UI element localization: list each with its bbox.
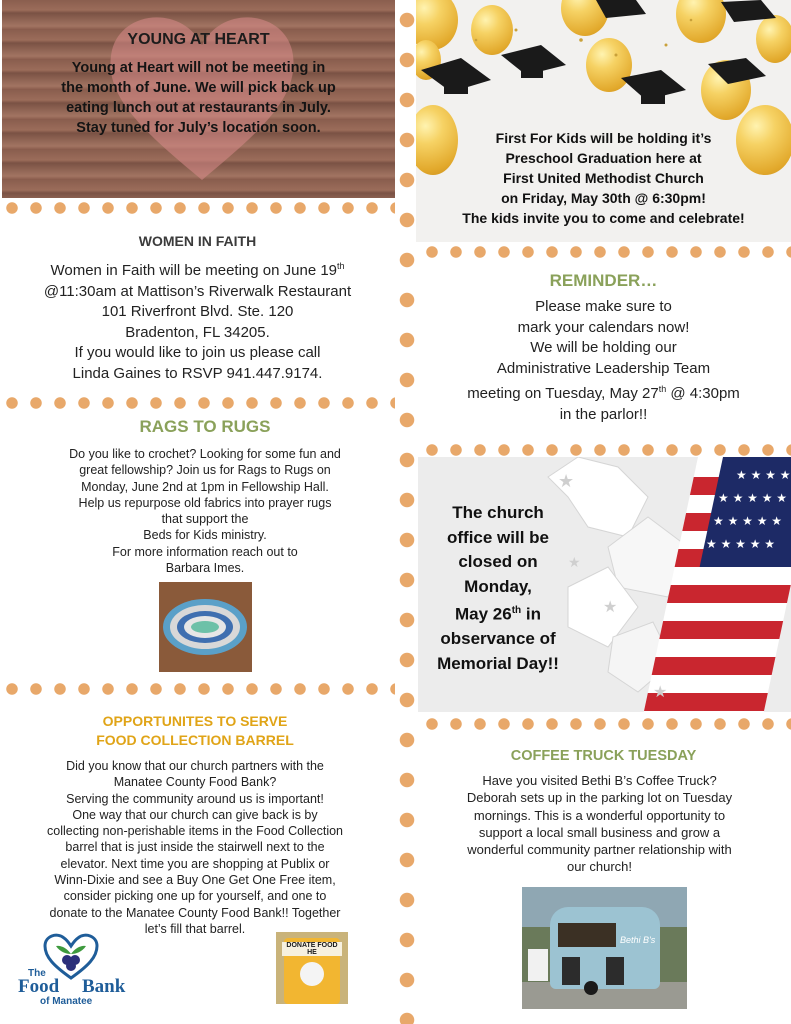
graduation-caps [416,0,791,130]
svg-text:★ ★ ★ ★ ★: ★ ★ ★ ★ ★ [706,537,776,551]
svg-text:★: ★ [558,471,575,492]
text-line: First United Methodist Church [503,170,704,186]
text-line: the month of June. We will pick back up [61,80,336,96]
coffee-truck-title: COFFEE TRUCK TUESDAY [510,748,697,764]
dot-divider [420,717,791,731]
superscript: th [337,261,345,271]
dot-divider [0,201,395,215]
text-line: For more information reach out to [112,544,298,559]
text-line: mark your calendars now! [517,318,690,336]
graduation-panel [416,0,791,242]
text-line: mornings. This is a wonderful opportunity to [473,807,726,823]
text-line: on Friday, May 30th @ 6:30pm! [501,190,706,206]
young-at-heart-panel [2,0,395,198]
menu-board [528,949,548,981]
reminder-title: REMINDER… [549,271,658,290]
text-segment: meeting on Tuesday, May 27 [467,385,659,402]
text-line: One way that our church can give back is by [72,807,318,822]
text-line: Have you visited Bethi B’s Coffee Truck? [482,773,717,788]
text-line: eating lunch out at restaurants in July. [66,100,331,116]
title-line: FOOD COLLECTION BARREL [96,732,294,748]
rags-to-rugs-text [0,446,410,576]
text-line: First For Kids will be holding it’s [495,130,712,146]
memorial-day-text [418,501,578,676]
text-line [0,256,395,282]
coffee-truck-photo [522,887,687,1009]
text-line: Administrative Leadership Team [496,359,711,377]
logo-bank: Bank [82,976,126,997]
text-line: elevator. Next time you are shopping at Publix or [60,856,330,871]
truck-window [558,923,616,947]
text-line: If you would like to join us please call [74,344,321,361]
text-line: Barbara Imes. [165,561,245,576]
barrel-sticker [300,962,324,986]
text-line: Deborah sets up in the parking lot on Tuesday [466,790,733,806]
text-line: Help us repurpose old fabrics into prayer rugs [78,495,332,510]
title-line: OPPORTUNITES TO SERVE [102,713,288,729]
text-line: Monday, June 2nd at 1pm in Fellowship Hall. [81,479,329,494]
rug-graphic [159,582,252,672]
text-line: Preschool Graduation here at [505,150,702,166]
text-line: Bradenton, FL 34205. [125,323,270,341]
text-line: The church [452,503,544,522]
text-line: collecting non-perishable items in the Food Collection [47,824,343,839]
young-at-heart-title: YOUNG AT HEART [127,31,270,48]
text-line: @11:30am at Mattison’s Riverwalk Restaurant [43,282,352,300]
logo-of-manatee: of Manatee [40,996,93,1007]
text-line: consider picking one up for yourself, and one to [63,889,327,904]
truck-sign: Bethi B's [620,935,656,945]
text-line: Did you know that our church partners with the [66,759,324,773]
dot-divider [420,443,791,457]
dot-divider [0,682,395,696]
text-segment: Women in Faith will be meeting on June 19 [50,262,338,279]
text-line: that support the [161,512,249,527]
memorial-day-panel [418,457,791,712]
superscript: th [658,384,667,394]
text-line: Manatee County Food Bank? [113,775,277,790]
dot-divider [0,396,395,410]
food-bank-logo [14,930,134,1010]
text-line: 101 Riverfront Blvd. Ste. 120 [101,303,294,320]
coffee-truck-text [408,772,791,876]
svg-text:★ ★ ★ ★ ★: ★ ★ ★ ★ ★ [713,514,783,528]
women-in-faith-title: WOMEN IN FAITH [138,233,257,249]
dot-divider [420,245,791,259]
text-line: The kids invite you to come and celebrate! [462,210,745,226]
text-segment: in [521,604,541,624]
text-line: our church! [566,859,633,875]
logo-the: The [28,968,46,979]
text-line: wonderful community partner relationship with [467,842,732,858]
text-line: office will be [446,527,550,547]
text-line: donate to the Manatee County Food Bank!! Together [49,905,341,920]
svg-text:★: ★ [568,555,581,571]
text-line: Serving the community around us is important! [66,791,324,806]
text-line: Linda Gaines to RSVP 941.447.9174. [72,364,323,382]
rags-to-rugs-title: RAGS TO RUGS [139,417,271,436]
text-line [418,599,578,627]
text-line: Do you like to crochet? Looking for some fun and [69,447,341,461]
text-line: barrel that is just inside the stairwell next to the [65,840,325,855]
svg-text:★ ★ ★ ★: ★ ★ ★ ★ [736,468,791,482]
text-segment: May 26 [455,604,512,624]
text-line: Winn-Dixie and see a Buy One Get One Free item, [54,873,336,888]
text-line: observance of [440,629,556,649]
svg-text:★ ★ ★ ★ ★: ★ ★ ★ ★ ★ [718,491,788,505]
text-line: We will be holding our [530,339,677,356]
opportunities-title [0,712,390,750]
text-line: Beds for Kids ministry. [143,528,267,543]
text-line: Young at Heart will not be meeting in [71,60,326,76]
text-line: Stay tuned for July’s location soon. [76,120,321,136]
text-line: great fellowship? Join us for Rags to Rugs on [79,463,331,478]
text-line: Monday, [464,576,532,596]
barrel-label: DONATE FOOD HE [282,942,342,956]
young-at-heart-text [2,58,395,138]
reminder-text [416,297,791,425]
food-barrel-photo [276,932,348,1004]
text-line: Please make sure to [535,298,672,315]
text-line: support a local small business and grow a [478,824,721,840]
text-segment: @ 4:30pm [666,385,740,402]
logo-food: Food [18,976,60,997]
text-line: closed on [458,552,538,571]
text-line: Memorial Day!! [437,653,559,673]
text-line: in the parlor!! [559,405,648,423]
truck-wheel [584,981,598,995]
text-line: let’s fill that barrel. [144,921,246,936]
superscript: th [511,605,522,616]
text-line [416,379,791,405]
graduation-text [416,128,791,228]
opportunities-text [0,758,390,937]
menu-board [606,957,624,985]
menu-board [562,957,580,985]
women-in-faith-text [0,256,395,384]
svg-text:★: ★ [653,682,668,701]
crochet-rug-photo [159,582,252,672]
heart-outline-icon [42,930,100,982]
svg-text:★: ★ [603,597,618,616]
